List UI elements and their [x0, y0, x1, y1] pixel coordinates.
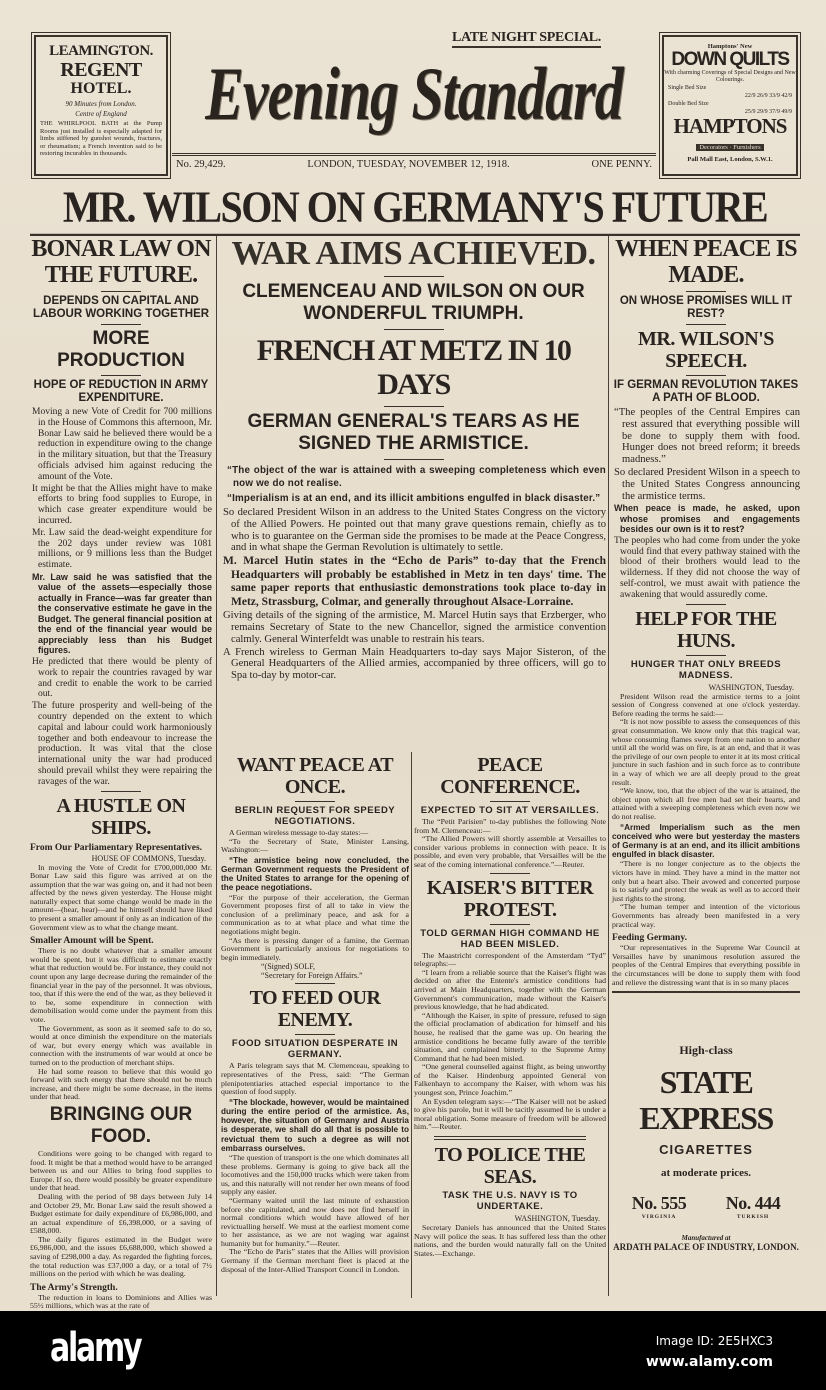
ad-double-label: Double Bed Size [668, 101, 709, 107]
ad-brand: HAMPTONS [673, 114, 787, 138]
column-war-aims [221, 236, 606, 751]
rule-divider [612, 991, 800, 993]
dateline: WASHINGTON, Tuesday. [514, 1214, 600, 1224]
watermark-band [0, 1311, 826, 1390]
headline: TO FEED OUR ENEMY. [249, 987, 381, 1032]
rule-divider [101, 324, 141, 325]
paragraph: Mr. Law said the dead-weight expenditure for the 202 days under review was 1081 millions, or 9 millions less than the Budget estimate. [32, 527, 212, 571]
paragraph: In moving the Vote of Credit for £700,000,000 Mr. Bonar Law said this figure was arrived at on the assumption that the war was going on, and it had not been affected by the news given yesterday. The House might naturally expect that some change would be made in the amount—(hear, hear)—and he himself should have liked to present a smaller amount if only as an indication of the Government view as to what the change meant. [30, 862, 212, 932]
watermark-url: www.alamy.com [645, 1354, 773, 1370]
issue-number: No. 29,429. [176, 159, 226, 170]
headline: KAISER'S BITTER PROTEST. [426, 876, 594, 921]
signature: “(Signed) SOLF, [261, 962, 316, 972]
headline: MR. WILSON'S SPEECH. [638, 328, 774, 372]
ad-item-555 [632, 1193, 687, 1220]
ad-maker-label: Manufactured at [681, 1234, 731, 1243]
paragraph: So declared President Wilson in an address to the United States Congress on the victory of the Allied Powers. He pointed out that many grave questions remain, chiefly as to who is to guarantee on the German side the promises to be made at the Peace Congress, and in what shape the German Revolution is ultimately to settle. [223, 507, 606, 554]
ad-double-prices: 25/9 29/9 37/9 49/9 [744, 109, 792, 115]
subheadline: MORE PRODUCTION [57, 328, 185, 371]
headline: HELP FOR THE HUNS. [635, 607, 777, 652]
paragraph: “As there is pressing danger of a famine, the German Government is particularly anxious for negotiations to begin immediately. [221, 935, 409, 962]
subheadline: ON WHOSE PROMISES WILL IT REST? [619, 295, 793, 320]
rule-divider [384, 459, 444, 460]
bold-paragraph: Mr. Law said he was satisfied that the value of the assets—especially those actually in France—was far greater than the conservative estimate he gave in the Budget. The general financial position at the end of the financial year would be appreciably less than his Budget figures. [32, 571, 212, 656]
image-id: Image ID: 2E5HXC3 [655, 1334, 773, 1348]
quote: “Imperialism is at an end, and its illicit ambitions engulfed in black disaster.” [227, 493, 601, 504]
subheadline: CLEMENCEAU AND WILSON ON OUR WONDERFUL TRIUMPH. [242, 281, 585, 324]
headline: FRENCH AT METZ IN 10 DAYS [256, 334, 571, 401]
rule-divider [490, 924, 530, 925]
column-divider [216, 236, 217, 1296]
paragraph: “The Allied Powers will shortly assemble at Versailles to consider various problems in connection with peace. It is possible, and even very probable, that Versailles will be the seat of the coming international conference.”—Reuter. [414, 834, 606, 869]
rule-divider [101, 291, 141, 292]
paragraph: There is no doubt whatever that a smaller amount would be spent, but it was difficult to estimate exactly what that reduction would be. For instance, they could not count upon any large decrease during the remainder of the financial year in the pay of the personnel. It was obvious, too, that if this were the end of the war, as they believed it to be, some expenditure in connection with demobilisation would come under the payment from this vote. [30, 946, 212, 1025]
rule-divider [101, 375, 141, 376]
section-heading: Smaller Amount will be Spent. [30, 936, 154, 947]
headline: WAR AIMS ACHIEVED. [231, 235, 596, 272]
paragraph: “There is no longer conjecture as to the objects the victors have in mind. They have a mind in the matter not only but a heart also. Their avowed and concerted purpose is to satisfy and protect the weak as well as to accord their just rights to the strong. [612, 859, 800, 903]
item-type: TURKISH [736, 1214, 770, 1221]
dateline-bar [172, 153, 656, 173]
paragraph: “For the purpose of their acceleration, the German Government proposes first of all to take in view the conclusion of a preliminary peace, and ask for a communication as to at what place and what time the negotiations might begin. [221, 892, 409, 936]
main-headline: MR. WILSON ON GERMANY'S FUTURE [30, 180, 800, 236]
subheadline: TASK THE U.S. NAVY IS TO UNDERTAKE. [442, 1190, 578, 1213]
subheadline: IF GERMAN REVOLUTION TAKES A PATH OF BLOOD. [613, 379, 799, 404]
ad-town: LEAMINGTON. [49, 43, 153, 59]
paragraph: “Our representatives in the Supreme War Council at Versailles have by unanimous resolution assured the peoples of the Central Empires that everything possible in the circumstances will be done to supply them with food and relieve the distressing want that is in so many places [612, 943, 800, 987]
rule-divider [686, 604, 726, 605]
rule-divider [384, 276, 444, 277]
rule-divider [101, 791, 141, 792]
item-number: No. 555 [631, 1193, 687, 1214]
col3-articles [612, 236, 800, 993]
headline: PEACE CONFERENCE. [440, 754, 580, 798]
dateline: HOUSE OF COMMONS, Tuesday. [91, 853, 206, 863]
paragraph: “The human temper and intention of the victorious Governments has already been manifested in a very practical way. [612, 902, 800, 929]
paragraph: “One general counselled against flight, as being unworthy of the Kaiser. Hindenburg appointed General von Falkenhayn to accompany the Kaiser, with whom was his youngest son, Prince Joachim.” [414, 1062, 606, 1098]
rule-divider [384, 329, 444, 330]
paragraph: The Government, as soon as it seemed safe to do so, would at once diminish the expenditure on the materials of war, but every energy which was available in connection with the instruments of war would at once be turned on to the production of merchant ships. [30, 1023, 212, 1067]
state-express-advert [612, 1043, 800, 1252]
paragraph: The reduction in loans to Dominions and Allies was 55½ millions, which was at the rate of [30, 1292, 212, 1311]
ad-product: CIGARETTES [659, 1142, 753, 1158]
paragraph: Dealing with the period of 98 days between July 14 and October 29, Mr. Bonar Law said the result showed a Budget estimate for daily expenditure of £6,986,000, and an actual expenditure of £6,398,000, or a saving of £588,000. [30, 1191, 212, 1236]
section-heading: Feeding Germany. [612, 933, 687, 944]
ad-brand-logo: STATE EXPRESS [639, 1064, 773, 1137]
paragraph: “Although the Kaiser, in spite of pressure, refused to sign the official proclamation of abdication for himself and his house, he realised that the game was up. On hearing the armistice conditions he became fully aware of the terrible situation, and complained bitterly to the Supreme Army Command that he had been misled. [414, 1010, 606, 1063]
column-bonar-law [30, 236, 212, 1311]
rule-divider [384, 406, 444, 407]
bold-paragraph: “The blockade, however, would be maintained during the entire period of the armistice. As, however, the situation of Germany and Austria is desperate, we shall do all that is possible to revictual them to such a degree as will not embarrass ourselves. [221, 1097, 409, 1153]
rule-divider [686, 655, 726, 656]
paragraph: He predicted that there would be plenty of work to repair the countries ravaged by war and credit to enable the work to be carried out. [32, 656, 212, 700]
paragraph: “I learn from a reliable source that the Kaiser's flight was decided on after the Entente's armistice conditions had arrived at Main Headquarters, together with the German Government's communication, made without the Kaiser's previous knowledge, that he had abdicated. [414, 967, 606, 1012]
paragraph: The peoples who had come from under the yoke would find that every pathway stained with the blood of their brothers would lead to the wilderness. If they did not choose the way of self-control, we must await with patience the awakening that would assuredly come. [614, 535, 800, 600]
paragraph: So declared President Wilson in a speech to the United States Congress announcing the armistice terms. [614, 466, 800, 502]
ad-single-prices: 22/9 26/9 33/9 42/9 [744, 93, 792, 99]
paragraph: Conditions were going to be changed with regard to food. It might be that a method would have to be arranged between us and our Allies to bring food supplies to Europe. If so, there would possibly be greater expenditure under that head. [30, 1148, 212, 1193]
headline: WHEN PEACE IS MADE. [615, 236, 797, 288]
rule-divider [434, 1136, 586, 1140]
subheadline: BERLIN REQUEST FOR SPEEDY NEGOTIATIONS. [234, 805, 396, 827]
rule-divider [490, 873, 530, 874]
paragraph: Moving a new Vote of Credit for 700 millions in the House of Commons this afternoon, Mr. Bonar Law said he believed there would be a reduction in expenditure owing to the change in the military situation, but that the Treasury officials advised him against reducing the amount of the Vote. [32, 407, 212, 482]
ad-item-444 [726, 1193, 781, 1220]
paragraph: The “Echo de Paris” states that the Allies will provision Germany if the German merchant fleet is placed at the disposal of the Inter-Allied Transport Council in London. [221, 1247, 409, 1274]
paragraph: The future prosperity and well-being of the country depended on the extent to which capital and labour could work harmoniously together and both endeavour to increase the production. It was vital that the close international unity the war had produced should prevail whilst they were repairing the ravages of the war. [32, 701, 212, 787]
column-divider [411, 752, 412, 1298]
rule-divider [295, 1034, 335, 1035]
hamptons-advert [662, 35, 798, 176]
dateline: WASHINGTON, Tuesday. [708, 682, 794, 692]
paragraph: “The question of transport is the one which dominates all these problems. Germany is going to give back all the locomotives and the 150,000 trucks which were taken from us, and this naturally will not render her own means of food supply any easier. [221, 1152, 409, 1197]
subheadline: TOLD GERMAN HIGH COMMAND HE HAD BEEN MISLED. [420, 927, 600, 950]
subheadline: FOOD SITUATION DESPERATE IN GERMANY. [231, 1038, 399, 1061]
paragraph: He had some reason to believe that this would go forward with such energy that there should not be much increase, and there might be some decrease, in the items under that head. [30, 1066, 212, 1102]
issue-date: LONDON, TUESDAY, NOVEMBER 12, 1918. [307, 159, 510, 170]
column-peace-conference [414, 752, 606, 1298]
ad-kicker: High-class [679, 1043, 733, 1058]
paragraph: “To the Secretary of State, Minister Lansing, Washington:— [221, 836, 409, 855]
paragraph: “We know, too, that the object of the war is attained, the object upon which all free men had set their hearts, and attained with a sweeping completeness which even now we do not realise. [612, 786, 800, 821]
item-type: VIRGINIA [641, 1214, 677, 1221]
subheadline: GERMAN GENERAL'S TEARS AS HE SIGNED THE ARMISTICE. [247, 411, 580, 454]
ad-hotel-name: REGENT [60, 59, 142, 81]
rule-divider [295, 801, 335, 802]
ad-description: With charming Coverings of Special Designs and New Colourings. [664, 70, 796, 83]
edition-label: LATE NIGHT SPECIAL. [452, 30, 601, 48]
ad-body: THE WHIRLPOOL BATH at the Pump Rooms just installed is especially adapted for limbs stiffened by gunshot wounds, fractures, or rheumatism; a French invention said to be restoring incurables in thousands. [40, 120, 162, 157]
bold-paragraph: “The armistice being now concluded, the German Government requests the President of the United States to arrange for the opening of the peace negotiations. [221, 855, 409, 893]
ad-kicker: Hamptons' New [707, 43, 753, 50]
ad-price-note: at moderate prices. [660, 1167, 752, 1180]
headline: TO POLICE THE SEAS. [434, 1144, 586, 1189]
paragraph: Giving details of the signing of the armistice, M. Marcel Hutin says that Erzberger, who remains Secretary of State to the new Chancellor, signed the armistice convention calmly. General Winterfeldt was unable to restrain his tears. [223, 610, 606, 645]
ad-address: Pall Mall East, London, S.W.1. [687, 156, 773, 163]
rule-divider [686, 324, 726, 325]
headline: BONAR LAW ON THE FUTURE. [31, 236, 211, 288]
alamy-logo: alamy [50, 1325, 141, 1371]
ad-maker: ARDATH PALACE OF INDUSTRY, LONDON. [613, 1242, 799, 1253]
ad-hotel-word: HOTEL. [70, 80, 132, 97]
bold-paragraph: “Armed Imperialism such as the men conceived who were but yesterday the masters of Germany is at an end, and its illicit ambitions engulfed in black disaster. [612, 822, 800, 860]
regent-hotel-advert [34, 35, 168, 176]
signature: “Secretary for Foreign Affairs.” [261, 971, 363, 981]
rule-divider [686, 375, 726, 376]
subheadline: EXPECTED TO SIT AT VERSAILLES. [420, 805, 600, 816]
paragraph: Secretary Daniels has announced that the United States Navy will police the seas. It has suffered less than the other nations, and the burden would naturally fall on the United States.—Exchange. [414, 1223, 606, 1258]
paragraph: A French wireless to German Main Headquarters to-day says Major Sisteron, of the General Headquarters of the Allied armies, accompanied by three officers, will go to Spa to-day by motor-car. [223, 646, 606, 682]
subheadline: HUNGER THAT ONLY BREEDS MADNESS. [630, 658, 782, 681]
paragraph: The daily figures estimated in the Budget were £6,986,000, and the issues £6,688,000, which showed a saving of £298,000 a day. As regarded the fighting forces, the total reduction was £37,000 a day, or a total of 7½ millions on the period with which he was dealing. [30, 1234, 212, 1279]
headline: A HUSTLE ON SHIPS. [56, 794, 186, 839]
bold-paragraph: When peace is made, he asked, upon whose promises and engagements besides our own is it to rest? [614, 503, 800, 535]
rule-divider [295, 983, 335, 984]
section-heading: From Our Parliamentary Representatives. [30, 842, 203, 853]
newspaper-title: Evening Standard [205, 51, 623, 136]
bold-paragraph: M. Marcel Hutin states in the “Echo de Paris” to-day that the French Headquarters will probably be established in Metz in ten days' time. The same paper reports that enthusiastic demonstrations took place to-day in Metz, Strassburg, Colmar, and generally throughout Alsace-Lorraine. [223, 555, 606, 608]
paragraph: The “Petit Parisien” to-day publishes the following Note from M. Clemenceau:— [414, 817, 606, 835]
paragraph: It might be that the Allies might have to make efforts to bring food supplies to Europe, in which case greater expenditure would be incurred. [32, 483, 212, 526]
subheadline: DEPENDS ON CAPITAL AND LABOUR WORKING TOGETHER [32, 295, 210, 320]
paragraph: An Eysden telegram says:—“The Kaiser will not be asked to give his parole, but it will be tacitly assumed he is under a moral obligation. Some measure of freedom will be allowed him.”—Reuter. [414, 1096, 606, 1132]
rule-divider [686, 291, 726, 292]
paragraph: “It is not now possible to assess the consequences of this great consummation. We know only that this tragical war, whose consuming flames swept from one nation to another until all the world was on fire, is at an end, and that it was the privilege of our own people to enter it at its most critical juncture in such fashion and in such force as to contribute in a way of which we are all deeply proud to the great result. [612, 717, 800, 787]
column-want-peace [221, 752, 409, 1298]
subheadline: BRINGING OUR FOOD. [49, 1103, 193, 1147]
paragraph: A Paris telegram says that M. Clemenceau, speaking to representatives of the Press, said: “The German plenipotentiaries attached especial importance to the question of food supply. [221, 1061, 409, 1097]
ad-location: Centre of England [75, 110, 127, 118]
paragraph: President Wilson read the armistice terms to a joint session of Congress convened at one o'clock yesterday. Before reading the terms he said:— [612, 691, 800, 718]
paragraph: The Maastricht correspondent of the Amsterdam “Tyd” telegraphs:— [414, 950, 606, 969]
headline: WANT PEACE AT ONCE. [236, 754, 394, 798]
rule-divider [490, 801, 530, 802]
issue-price: ONE PENNY. [591, 159, 652, 170]
ad-tagline: Decorators · Furnishers [696, 144, 763, 151]
ad-distance: 90 Minutes from London. [65, 100, 137, 108]
ad-single-label: Single Bed Size [668, 85, 707, 91]
quote: “The object of the war is attained with a sweeping completeness which even now we do not realise. [227, 465, 606, 489]
paragraph: “The peoples of the Central Empires can rest assured that everything possible will be done to supply them with food. Hunger does not breed reform; it breeds madness.” [614, 407, 800, 466]
column-when-peace-is-made [612, 236, 800, 1296]
subheadline: HOPE OF REDUCTION IN ARMY EXPENDITURE. [33, 379, 209, 404]
section-heading: The Army's Strength. [30, 1282, 118, 1293]
paragraph: “Germany waited until the last minute of exhaustion before she capitulated, and now does not find herself in normal conditions which would have allowed of her revictualling herself. We must at the earliest moment come to her assistance, as we are not waging war against humanity but for humanity.”—Reuter. [221, 1195, 409, 1248]
ad-product: DOWN QUILTS [671, 49, 789, 70]
paragraph: A German wireless message to-day states:— [229, 828, 369, 837]
item-number: No. 444 [725, 1193, 781, 1214]
column-divider [608, 236, 609, 1296]
